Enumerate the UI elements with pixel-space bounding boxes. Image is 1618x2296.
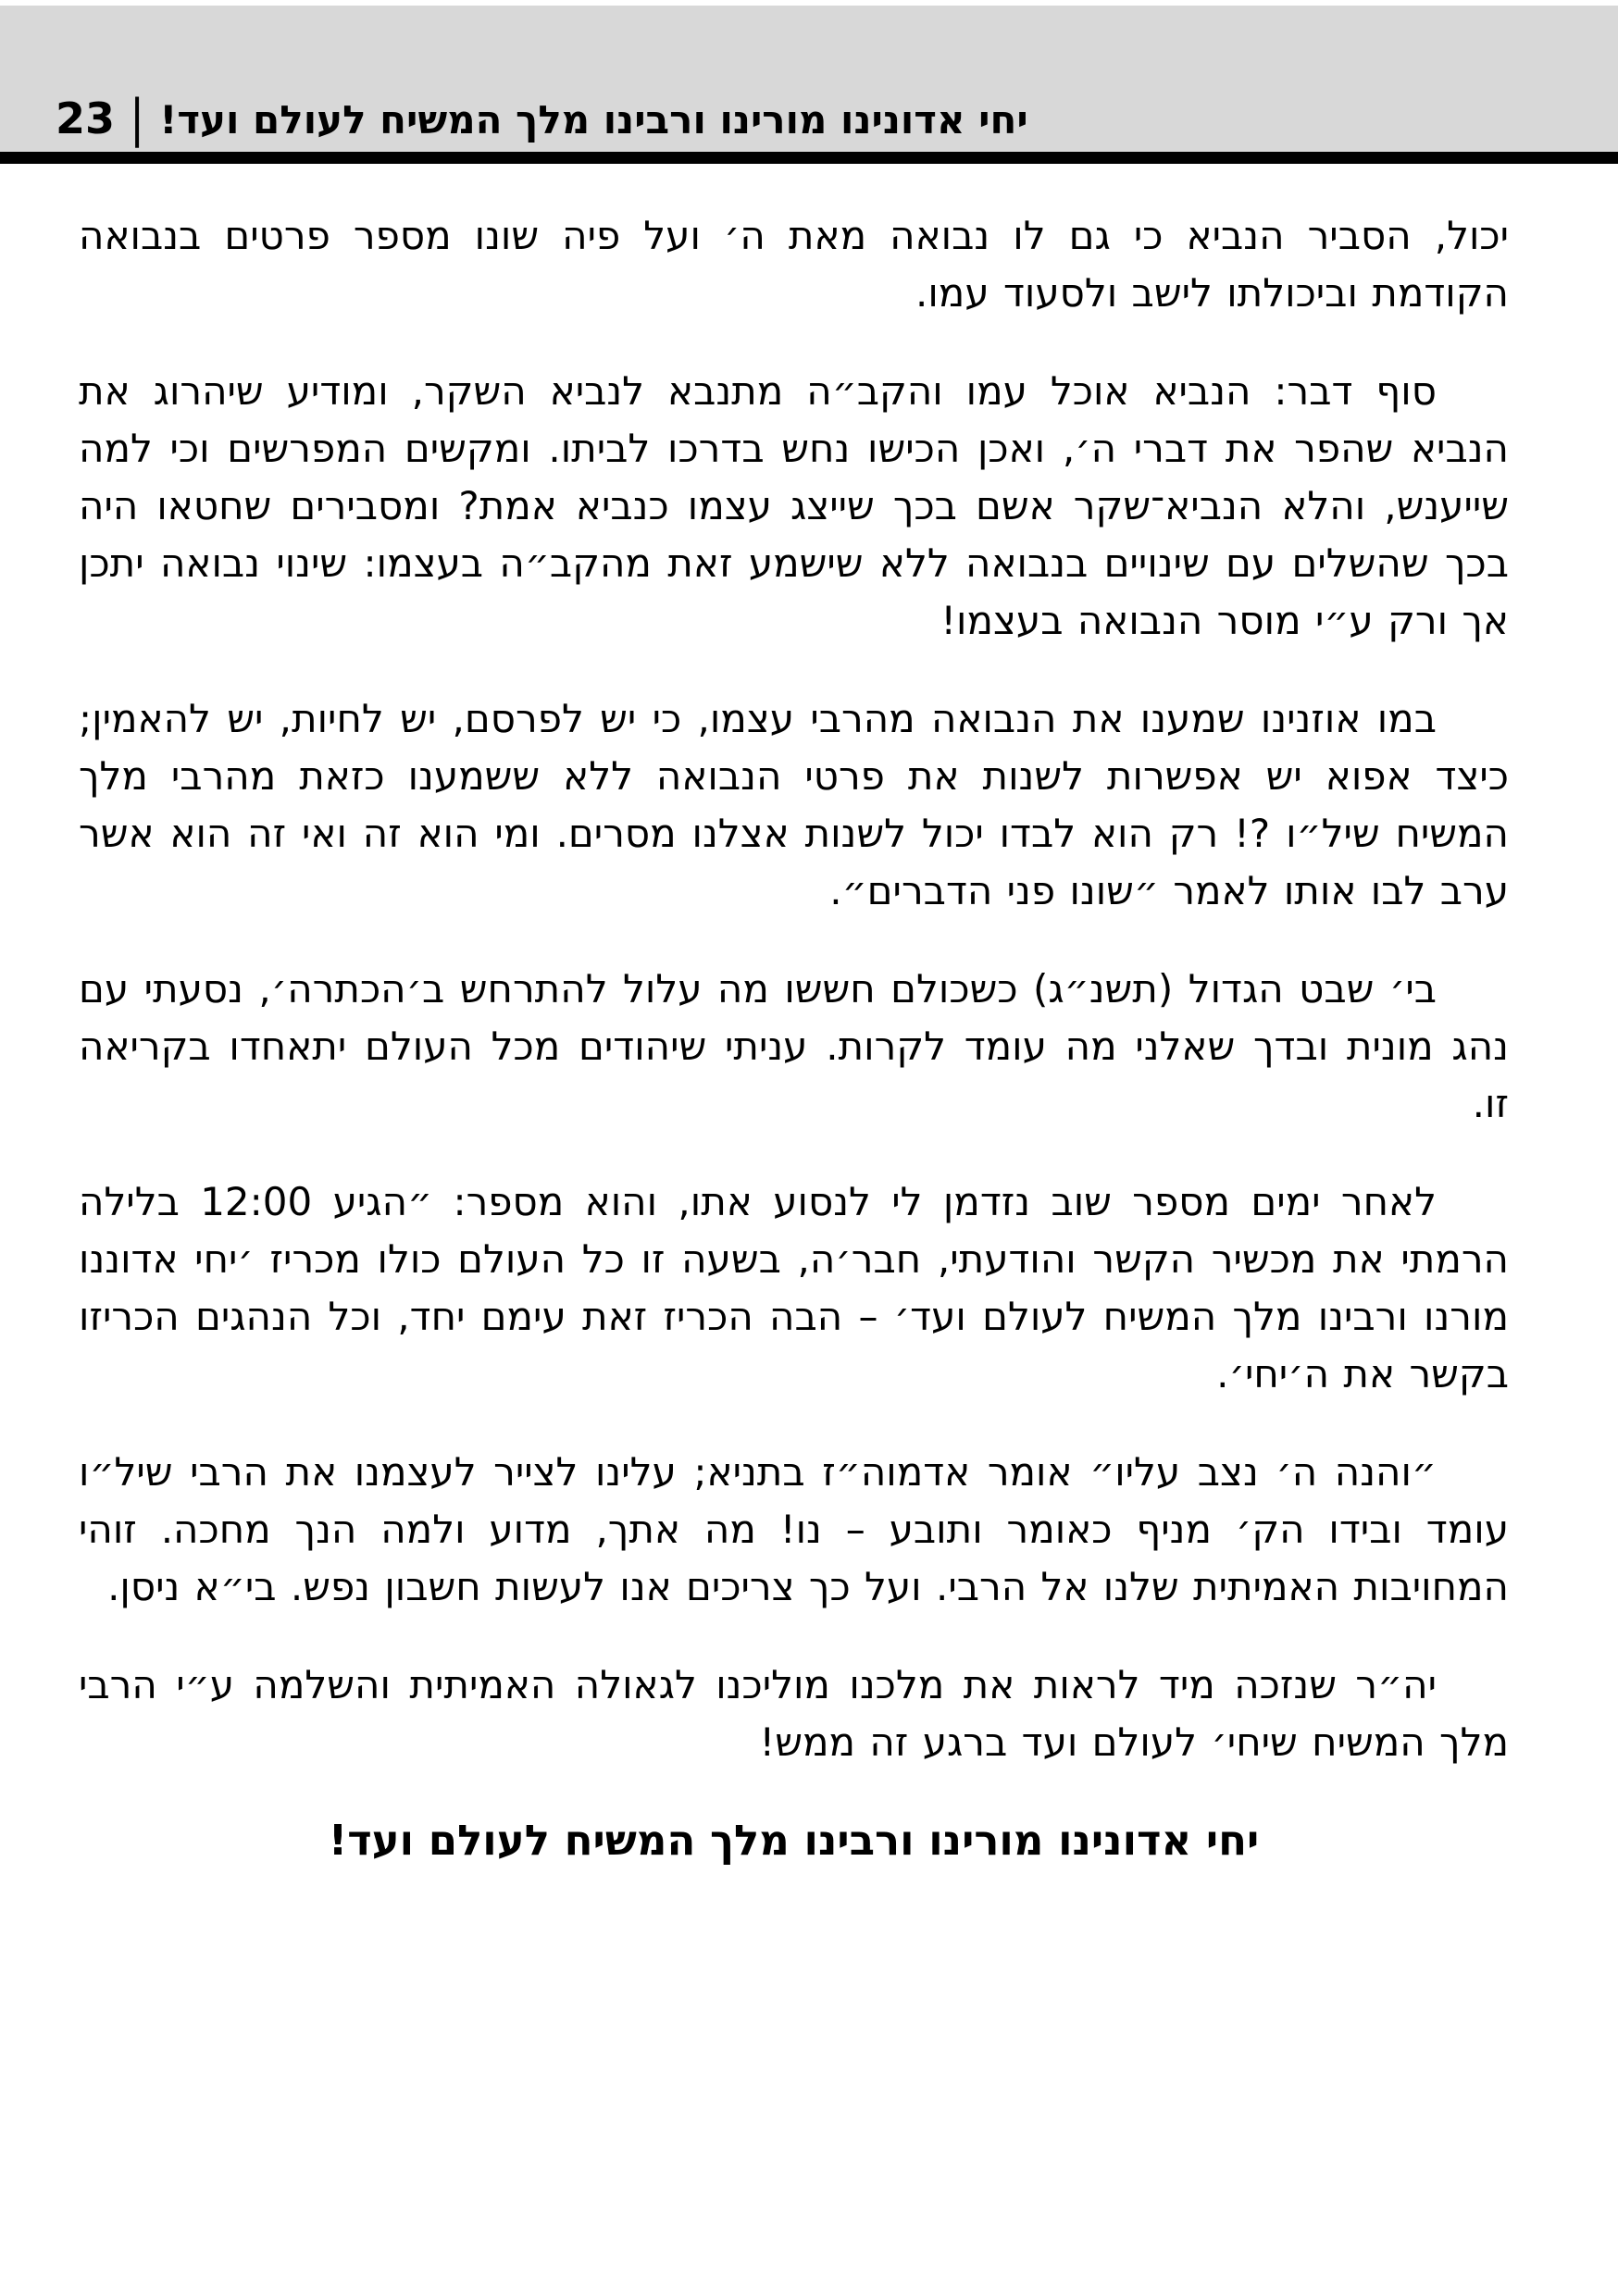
closing-slogan: יחי אדונינו מורינו ורבינו מלך המשיח לעולם ועד! bbox=[328, 1816, 1260, 1865]
body-paragraph: יכול, הסביר הנביא כי גם לו נבואה מאת ה׳ ועל פיה שונו מספר פרטים בנבואה הקודמת וביכולתו לישב ולסעוד עמו. bbox=[79, 213, 1509, 316]
header-line bbox=[0, 88, 1028, 152]
body-paragraph: לאחר ימים מספר שוב נזדמן לי לנסוע אתו, והוא מספר: ״הגיע 12:00 בלילה הרמתי את מכשיר הקשר והודעתי, חבר׳ה, בשעה זו כל העולם כולו מכריז ׳יחי אדוננו מורנו ורבינו מלך המשיח לעולם ועד׳ – הבה הכריז זאת עימם יחד, וכל הנהגים הכריזו בקשר את ה׳יחי׳. bbox=[79, 1179, 1509, 1396]
body-paragraph: במו אוזנינו שמענו את הנבואה מהרבי עצמו, כי יש לפרסם, יש לחיות, יש להאמין; כיצד אפוא יש אפשרות לשנות את פרטי הנבואה ללא ששמענו כזאת מהרבי מלך המשיח שיל״ו ?! רק הוא לבדו יכול לשנות אצלנו מסרים. ומי הוא זה ואי זה הוא אשר ערב לבו אותו לאמר ״שונו פני הדברים״. bbox=[79, 696, 1509, 913]
body-paragraph: ״והנה ה׳ נצב עליו״ אומר אדמוה״ז בתניא; עלינו לצייר לעצמנו את הרבי שיל״ו עומד ובידו הק׳ מניף כאומר ותובע – נו! מה אתך, מדוע ולמה הנך מחכה. זוהי המחויבות האמיתית שלנו אל הרבי. ועל כך צריכים אנו לעשות חשבון נפש. בי״א ניסן. bbox=[79, 1449, 1509, 1609]
body-paragraph: בי׳ שבט הגדול (תשנ״ג) כשכולם חששו מה עלול להתרחש ב׳הכתרה׳, נסעתי עם נהג מונית ובדך שאלני מה עומד לקרות. עניתי שיהודים מכל העולם יתאחדו בקריאה זו. bbox=[79, 966, 1509, 1126]
page-body bbox=[79, 207, 1509, 1869]
running-title: יחי אדונינו מורינו ורבינו מלך המשיח לעולם ועד! bbox=[159, 97, 1028, 143]
body-paragraph: יה״ר שנזכה מיד לראות את מלכנו מוליכנו לגאולה האמיתית והשלמה ע״י הרבי מלך המשיח שיחי׳ לעולם ועד ברגע זה ממש! bbox=[79, 1662, 1509, 1765]
header-rule bbox=[0, 152, 1618, 164]
body-paragraph: סוף דבר: הנביא אוכל עמו והקב״ה מתנבא לנביא השקר, ומודיע שיהרוג את הנביא שהפר את דברי ה׳, ואכן הכישו נחש בדרכו לביתו. ומקשים המפרשים וכי למה שייענש, והלא הנביא־שקר אשם בכך שייצג עצמו כנביא אמת? ומסבירים שחטאו היה בכך שהשלים עם שינויים בנבואה ללא שישמע זאת מהקב״ה בעצמו: שינוי נבואה יתכן אך ורק ע״י מוסר הנבואה בעצמו! bbox=[79, 368, 1509, 643]
page-number: 23 bbox=[56, 93, 116, 143]
header-separator: | bbox=[130, 88, 145, 149]
running-header bbox=[0, 6, 1618, 152]
